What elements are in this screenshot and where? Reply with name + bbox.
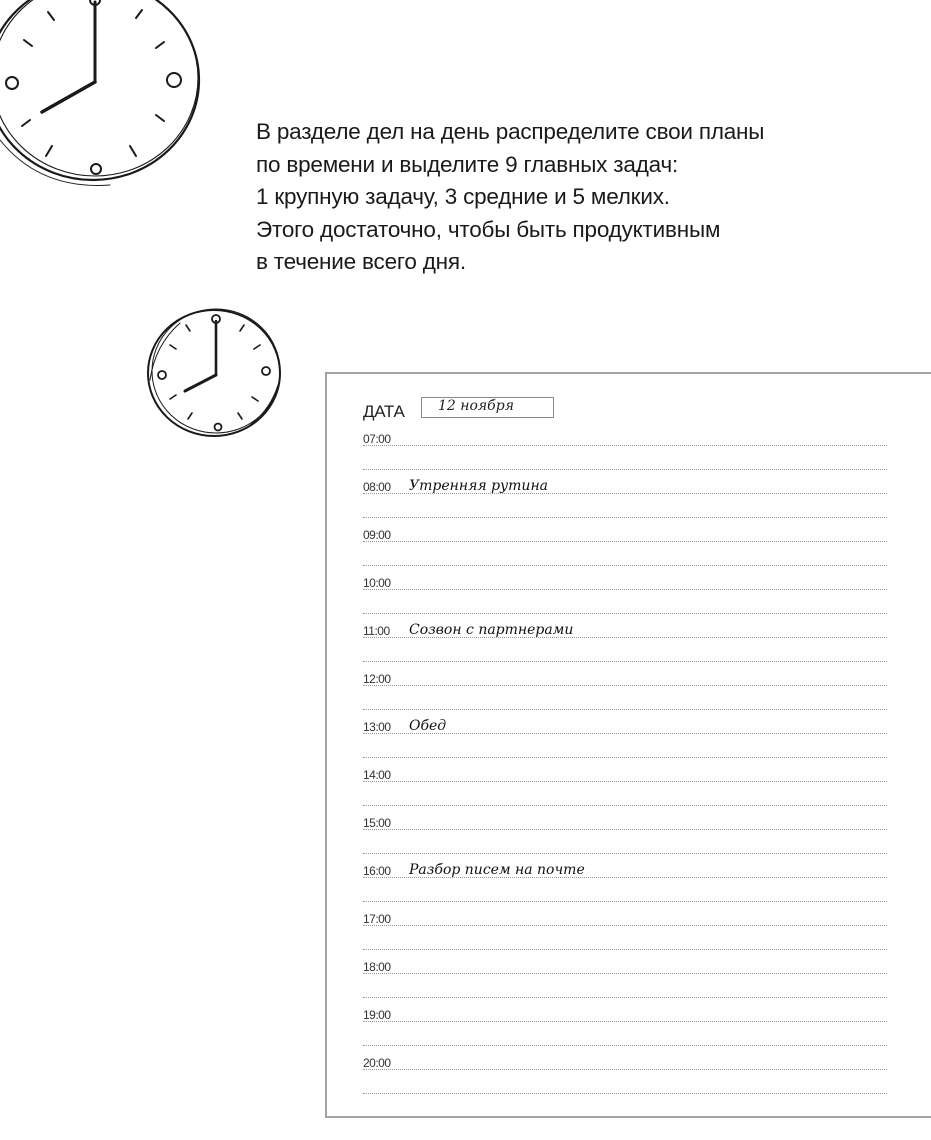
time-label: 17:00 — [363, 912, 391, 926]
entry-line — [363, 637, 887, 638]
intro-line: 1 крупную задачу, 3 средние и 5 мелких. — [256, 184, 670, 209]
time-label: 07:00 — [363, 432, 391, 446]
schedule-row[interactable] — [363, 816, 887, 864]
entry-line — [363, 1021, 887, 1022]
time-label: 20:00 — [363, 1056, 391, 1070]
time-label: 10:00 — [363, 576, 391, 590]
intro-line: в течение всего дня. — [256, 249, 466, 274]
task-text: Утренняя рутина — [409, 478, 549, 494]
schedule-row[interactable] — [363, 768, 887, 816]
intro-text — [256, 116, 856, 279]
entry-line — [363, 1093, 887, 1094]
task-text: Разбор писем на почте — [409, 862, 585, 878]
schedule-row[interactable] — [363, 912, 887, 960]
entry-line — [363, 949, 887, 950]
intro-line: В разделе дел на день распределите свои планы — [256, 119, 765, 144]
task-text: Созвон с партнерами — [409, 622, 574, 638]
schedule-row[interactable] — [363, 864, 887, 912]
entry-line — [363, 469, 887, 470]
schedule-row[interactable] — [363, 960, 887, 1008]
time-label: 15:00 — [363, 816, 391, 830]
entry-line — [363, 757, 887, 758]
task-text: Обед — [409, 718, 447, 734]
entry-line — [363, 517, 887, 518]
entry-line — [363, 541, 887, 542]
entry-line — [363, 661, 887, 662]
entry-line — [363, 781, 887, 782]
small-clock-icon — [140, 305, 285, 440]
entry-line — [363, 445, 887, 446]
entry-line — [363, 877, 887, 878]
entry-line — [363, 613, 887, 614]
entry-line — [363, 709, 887, 710]
time-label: 13:00 — [363, 720, 391, 734]
entry-line — [363, 565, 887, 566]
entry-line — [363, 973, 887, 974]
entry-line — [363, 1069, 887, 1070]
entry-line — [363, 589, 887, 590]
entry-line — [363, 853, 887, 854]
intro-line: по времени и выделите 9 главных задач: — [256, 151, 679, 177]
intro-line: Этого достаточно, чтобы быть продуктивным — [256, 216, 721, 242]
entry-line — [363, 829, 887, 830]
date-value: 12 ноября — [438, 398, 514, 414]
date-label: ДАТА — [363, 402, 405, 421]
time-label: 12:00 — [363, 672, 391, 686]
daily-planner-sheet — [325, 372, 931, 1118]
time-label: 11:00 — [363, 624, 390, 638]
entry-line — [363, 733, 887, 734]
schedule-row[interactable] — [363, 432, 887, 480]
date-field[interactable] — [421, 397, 554, 418]
time-label: 16:00 — [363, 864, 391, 878]
schedule-row[interactable] — [363, 1008, 887, 1056]
entry-line — [363, 997, 887, 998]
schedule-row[interactable] — [363, 1056, 887, 1104]
entry-line — [363, 805, 887, 806]
large-clock-icon — [0, 0, 205, 195]
time-label: 18:00 — [363, 960, 391, 974]
time-label: 08:00 — [363, 480, 391, 494]
entry-line — [363, 925, 887, 926]
schedule-row[interactable] — [363, 576, 887, 624]
entry-line — [363, 901, 887, 902]
schedule-row[interactable] — [363, 672, 887, 720]
entry-line — [363, 685, 887, 686]
time-label: 09:00 — [363, 528, 391, 542]
schedule-row[interactable] — [363, 528, 887, 576]
schedule-row[interactable] — [363, 480, 887, 528]
schedule-row[interactable] — [363, 720, 887, 768]
entry-line — [363, 493, 887, 494]
schedule-row[interactable] — [363, 624, 887, 672]
entry-line — [363, 1045, 887, 1046]
time-label: 19:00 — [363, 1008, 391, 1022]
time-label: 14:00 — [363, 768, 391, 782]
